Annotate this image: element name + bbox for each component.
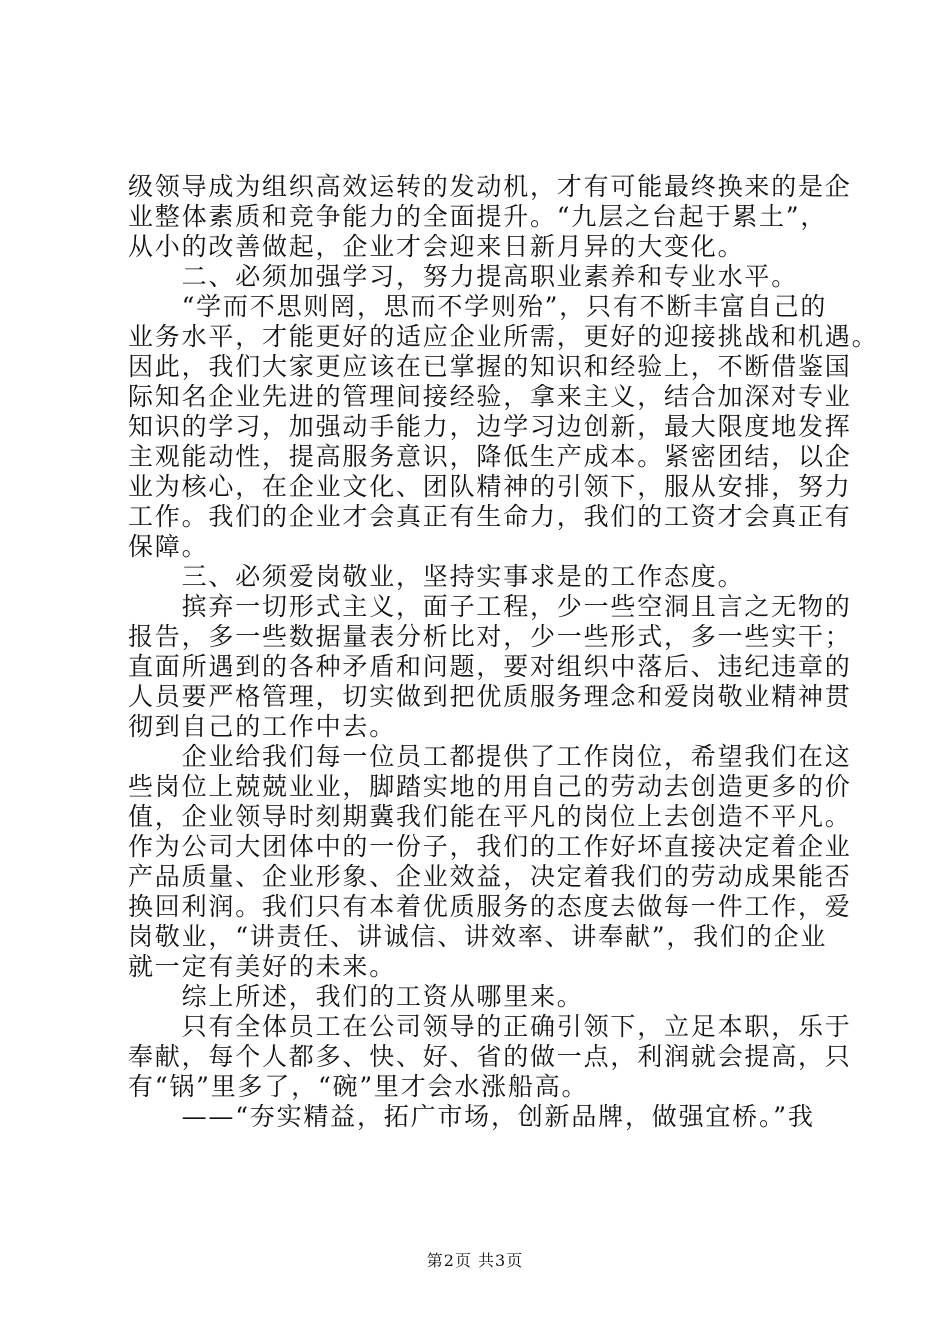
- text-line: 综上所述，我们的工资从哪里来。: [128, 982, 584, 1011]
- text-line: 彻到自己的工作中去。: [128, 712, 397, 741]
- text-line: 业务水平，才能更好的适应企业所需，更好的迎接挑战和机遇。: [128, 322, 879, 351]
- text-line: ——“夯实精益，拓广市场，创新品牌，做强宜桥。”我: [128, 1102, 815, 1131]
- text-line: 就一定有美好的未来。: [128, 952, 397, 981]
- text-line: 摈弃一切形式主义，面子工程，少一些空洞且言之无物的: [128, 592, 852, 621]
- text-line: 主观能动性，提高服务意识，降低生产成本。紧密团结，以企: [128, 442, 852, 471]
- page-number-footer: 第2页 共3页: [426, 1251, 524, 1270]
- text-line: 些岗位上兢兢业业，脚踏实地的用自己的劳动去创造更多的价: [128, 772, 852, 801]
- text-line: 有“锅”里多了，“碗”里才会水涨船高。: [128, 1072, 589, 1101]
- text-line: 工作。我们的企业才会真正有生命力，我们的工资才会真正有: [128, 502, 852, 531]
- text-line: 因此，我们大家更应该在已掌握的知识和经验上，不断借鉴国: [128, 352, 852, 381]
- text-line: 保障。: [128, 532, 209, 561]
- text-line: 产品质量、企业形象、企业效益，决定着我们的劳动成果能否: [128, 862, 852, 891]
- text-line: 级领导成为组织高效运转的发动机，才有可能最终换来的是企: [128, 172, 852, 201]
- text-line: “学而不思则罔，思而不学则殆”，只有不断丰富自己的: [128, 292, 828, 321]
- text-line: 岗敬业，“讲责任、讲诚信、讲效率、讲奉献”，我们的企业: [128, 922, 828, 951]
- text-line: 作为公司大团体中的一份子，我们的工作好坏直接决定着企业: [128, 832, 852, 861]
- text-line: 业整体素质和竞争能力的全面提升。“九层之台起于累土”，: [128, 202, 828, 231]
- text-line: 只有全体员工在公司领导的正确引领下，立足本职，乐于: [128, 1012, 852, 1041]
- text-line: 企业给我们每一位员工都提供了工作岗位，希望我们在这: [128, 742, 852, 771]
- text-line: 业为核心，在企业文化、团队精神的引领下，服从安排，努力: [128, 472, 852, 501]
- body-text: [128, 172, 879, 1132]
- text-line: 从小的改善做起，企业才会迎来日新月异的大变化。: [128, 232, 745, 261]
- text-line: 换回利润。我们只有本着优质服务的态度去做每一件工作，爱: [128, 892, 852, 921]
- text-line: 直面所遇到的各种矛盾和问题，要对组织中落后、违纪违章的: [128, 652, 852, 681]
- text-line: 际知名企业先进的管理间接经验，拿来主义，结合加深对专业: [128, 382, 852, 411]
- text-line: 奉献，每个人都多、快、好、省的做一点，利润就会提高，只: [128, 1042, 852, 1071]
- section-heading: 二、必须加强学习，努力提高职业素养和专业水平。: [128, 262, 799, 291]
- text-line: 报告，多一些数据量表分析比对，少一些形式，多一些实干；: [128, 622, 852, 651]
- text-line: 人员要严格管理，切实做到把优质服务理念和爱岗敬业精神贯: [128, 682, 852, 711]
- section-heading: 三、必须爱岗敬业，坚持实事求是的工作态度。: [128, 562, 745, 591]
- text-line: 知识的学习，加强动手能力，边学习边创新，最大限度地发挥: [128, 412, 852, 441]
- text-line: 值，企业领导时刻期冀我们能在平凡的岗位上去创造不平凡。: [128, 802, 852, 831]
